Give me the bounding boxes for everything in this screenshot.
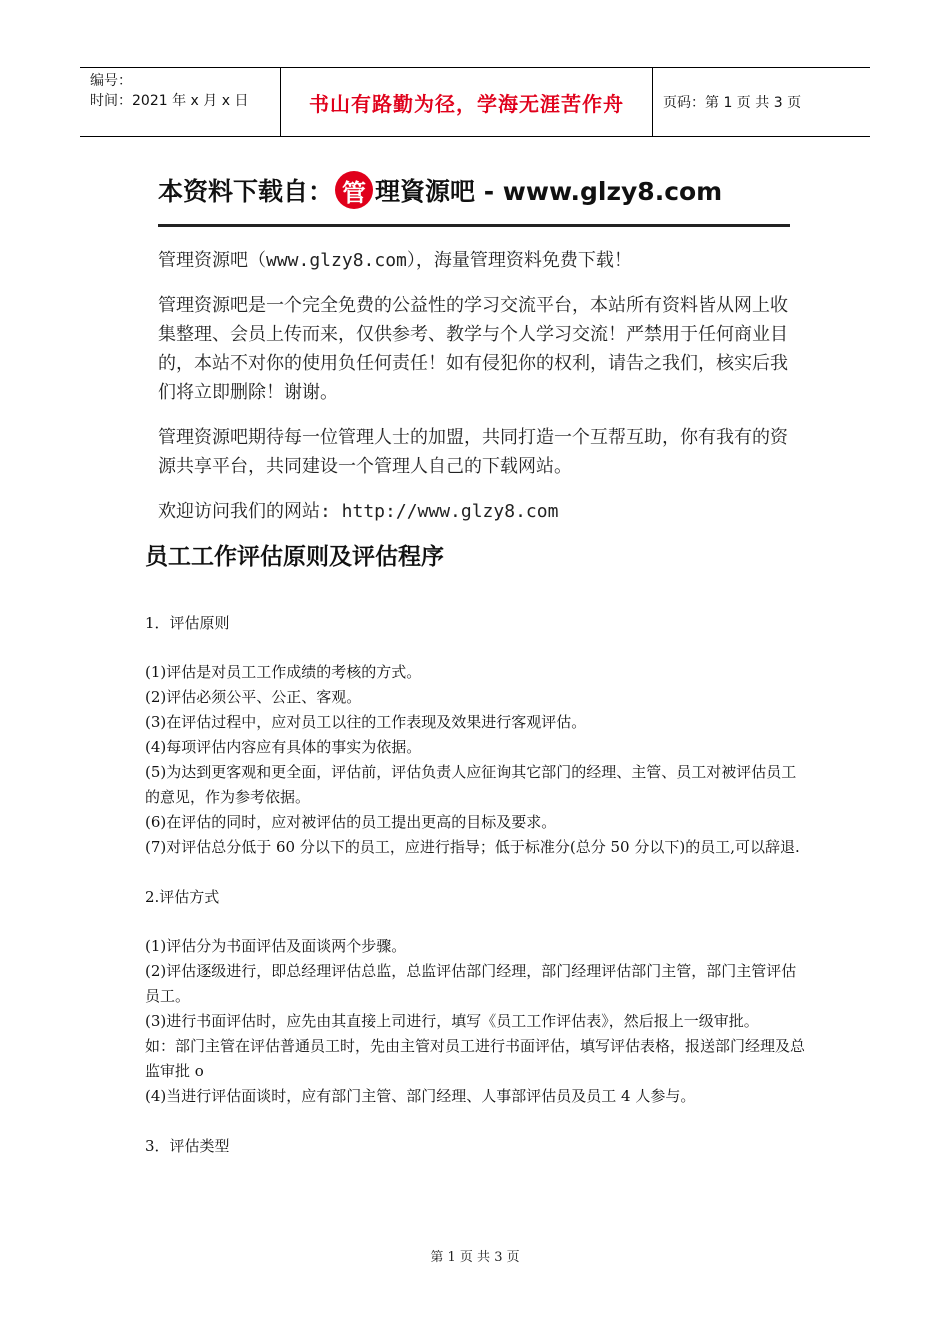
spacer (145, 860, 810, 884)
list-item: (6)在评估的同时，应对被评估的员工提出更高的目标及要求。 (145, 813, 557, 831)
banner-paragraph: 欢迎访问我们的网站: http://www.glzy8.com (158, 501, 559, 522)
list-item: (5)为达到更客观和更全面，评估前，评估负责人应征询其它部门的经理、主管、员工对被评估员工的意见，作为参考依据。 (145, 763, 797, 806)
list-item: (2)评估必须公平、公正、客观。 (145, 688, 362, 706)
motto-cell (281, 68, 653, 136)
banner-paragraph: 管理资源吧是一个完全免费的公益性的学习交流平台，本站所有资料皆从网上收集整理、会员上传而来，仅供参考、教学与个人学习交流！严禁用于任何商业目的，本站不对你的使用负任何责任！如有侵犯你的权利，请告之我们，核实后我们将立即删除！谢谢。 (158, 295, 788, 403)
document-body (145, 540, 810, 1183)
download-banner (158, 166, 798, 522)
banner-title-suffix: 理資源吧 - www.glzy8.com (375, 177, 723, 206)
header-meta-cell (80, 68, 281, 136)
banner-paragraph: 管理资源吧（www.glzy8.com），海量管理资料免费下载！ (158, 250, 632, 271)
section-heading: 2.评估方式 (145, 888, 220, 906)
motto-text: 书山有路勤为径，学海无涯苦作舟 (309, 91, 624, 116)
section-heading: 3．评估类型 (145, 1137, 230, 1155)
spacer (145, 1109, 810, 1133)
header-table (80, 67, 870, 137)
list-item: (4)每项评估内容应有具体的事实为依据。 (145, 738, 422, 756)
banner-body (158, 246, 798, 542)
document-title: 员工工作评估原则及评估程序 (145, 544, 444, 570)
banner-title-prefix: 本资料下载自： (158, 177, 334, 206)
footer-page-number: 第 1 页 共 3 页 (430, 1250, 520, 1265)
page-footer (0, 1246, 950, 1265)
list-item: (7)对评估总分低于 60 分以下的员工，应进行指导；低于标准分(总分 50 分以下)的员工,可以辞退. (145, 838, 800, 856)
list-item: 如：部门主管在评估普通员工时，先由主管对员工进行书面评估，填写评估表格，报送部门经理及总监审批 o (145, 1037, 806, 1080)
banner-paragraph: 管理资源吧期待每一位管理人士的加盟，共同打造一个互帮互助，你有我有的资源共享平台，共同建设一个管理人自己的下载网站。 (158, 427, 788, 477)
page-info-cell (653, 68, 870, 136)
list-item: (3)在评估过程中，应对员工以往的工作表现及效果进行客观评估。 (145, 713, 587, 731)
list-item: (2)评估逐级进行，即总经理评估总监，总监评估部门经理，部门经理评估部门主管，部门主管评估员工。 (145, 962, 797, 1005)
list-item: (1)评估分为书面评估及面谈两个步骤。 (145, 937, 407, 955)
banner-divider (158, 224, 790, 227)
list-item: (4)当进行评估面谈时，应有部门主管、部门经理、人事部评估员及员工 4 人参与。 (145, 1087, 696, 1105)
time-label: 时间：2021 年 x 月 x 日 (90, 93, 249, 109)
banner-title (158, 166, 798, 214)
list-item: (1)评估是对员工工作成绩的考核的方式。 (145, 663, 422, 681)
list-item: (3)进行书面评估时，应先由其直接上司进行，填写《员工工作评估表》，然后报上一级审批。 (145, 1012, 759, 1030)
site-logo-icon: 管 (335, 171, 373, 209)
number-label: 编号： (90, 73, 132, 89)
section-heading: 1．评估原则 (145, 614, 230, 632)
page-info: 页码：第 1 页 共 3 页 (663, 95, 802, 111)
